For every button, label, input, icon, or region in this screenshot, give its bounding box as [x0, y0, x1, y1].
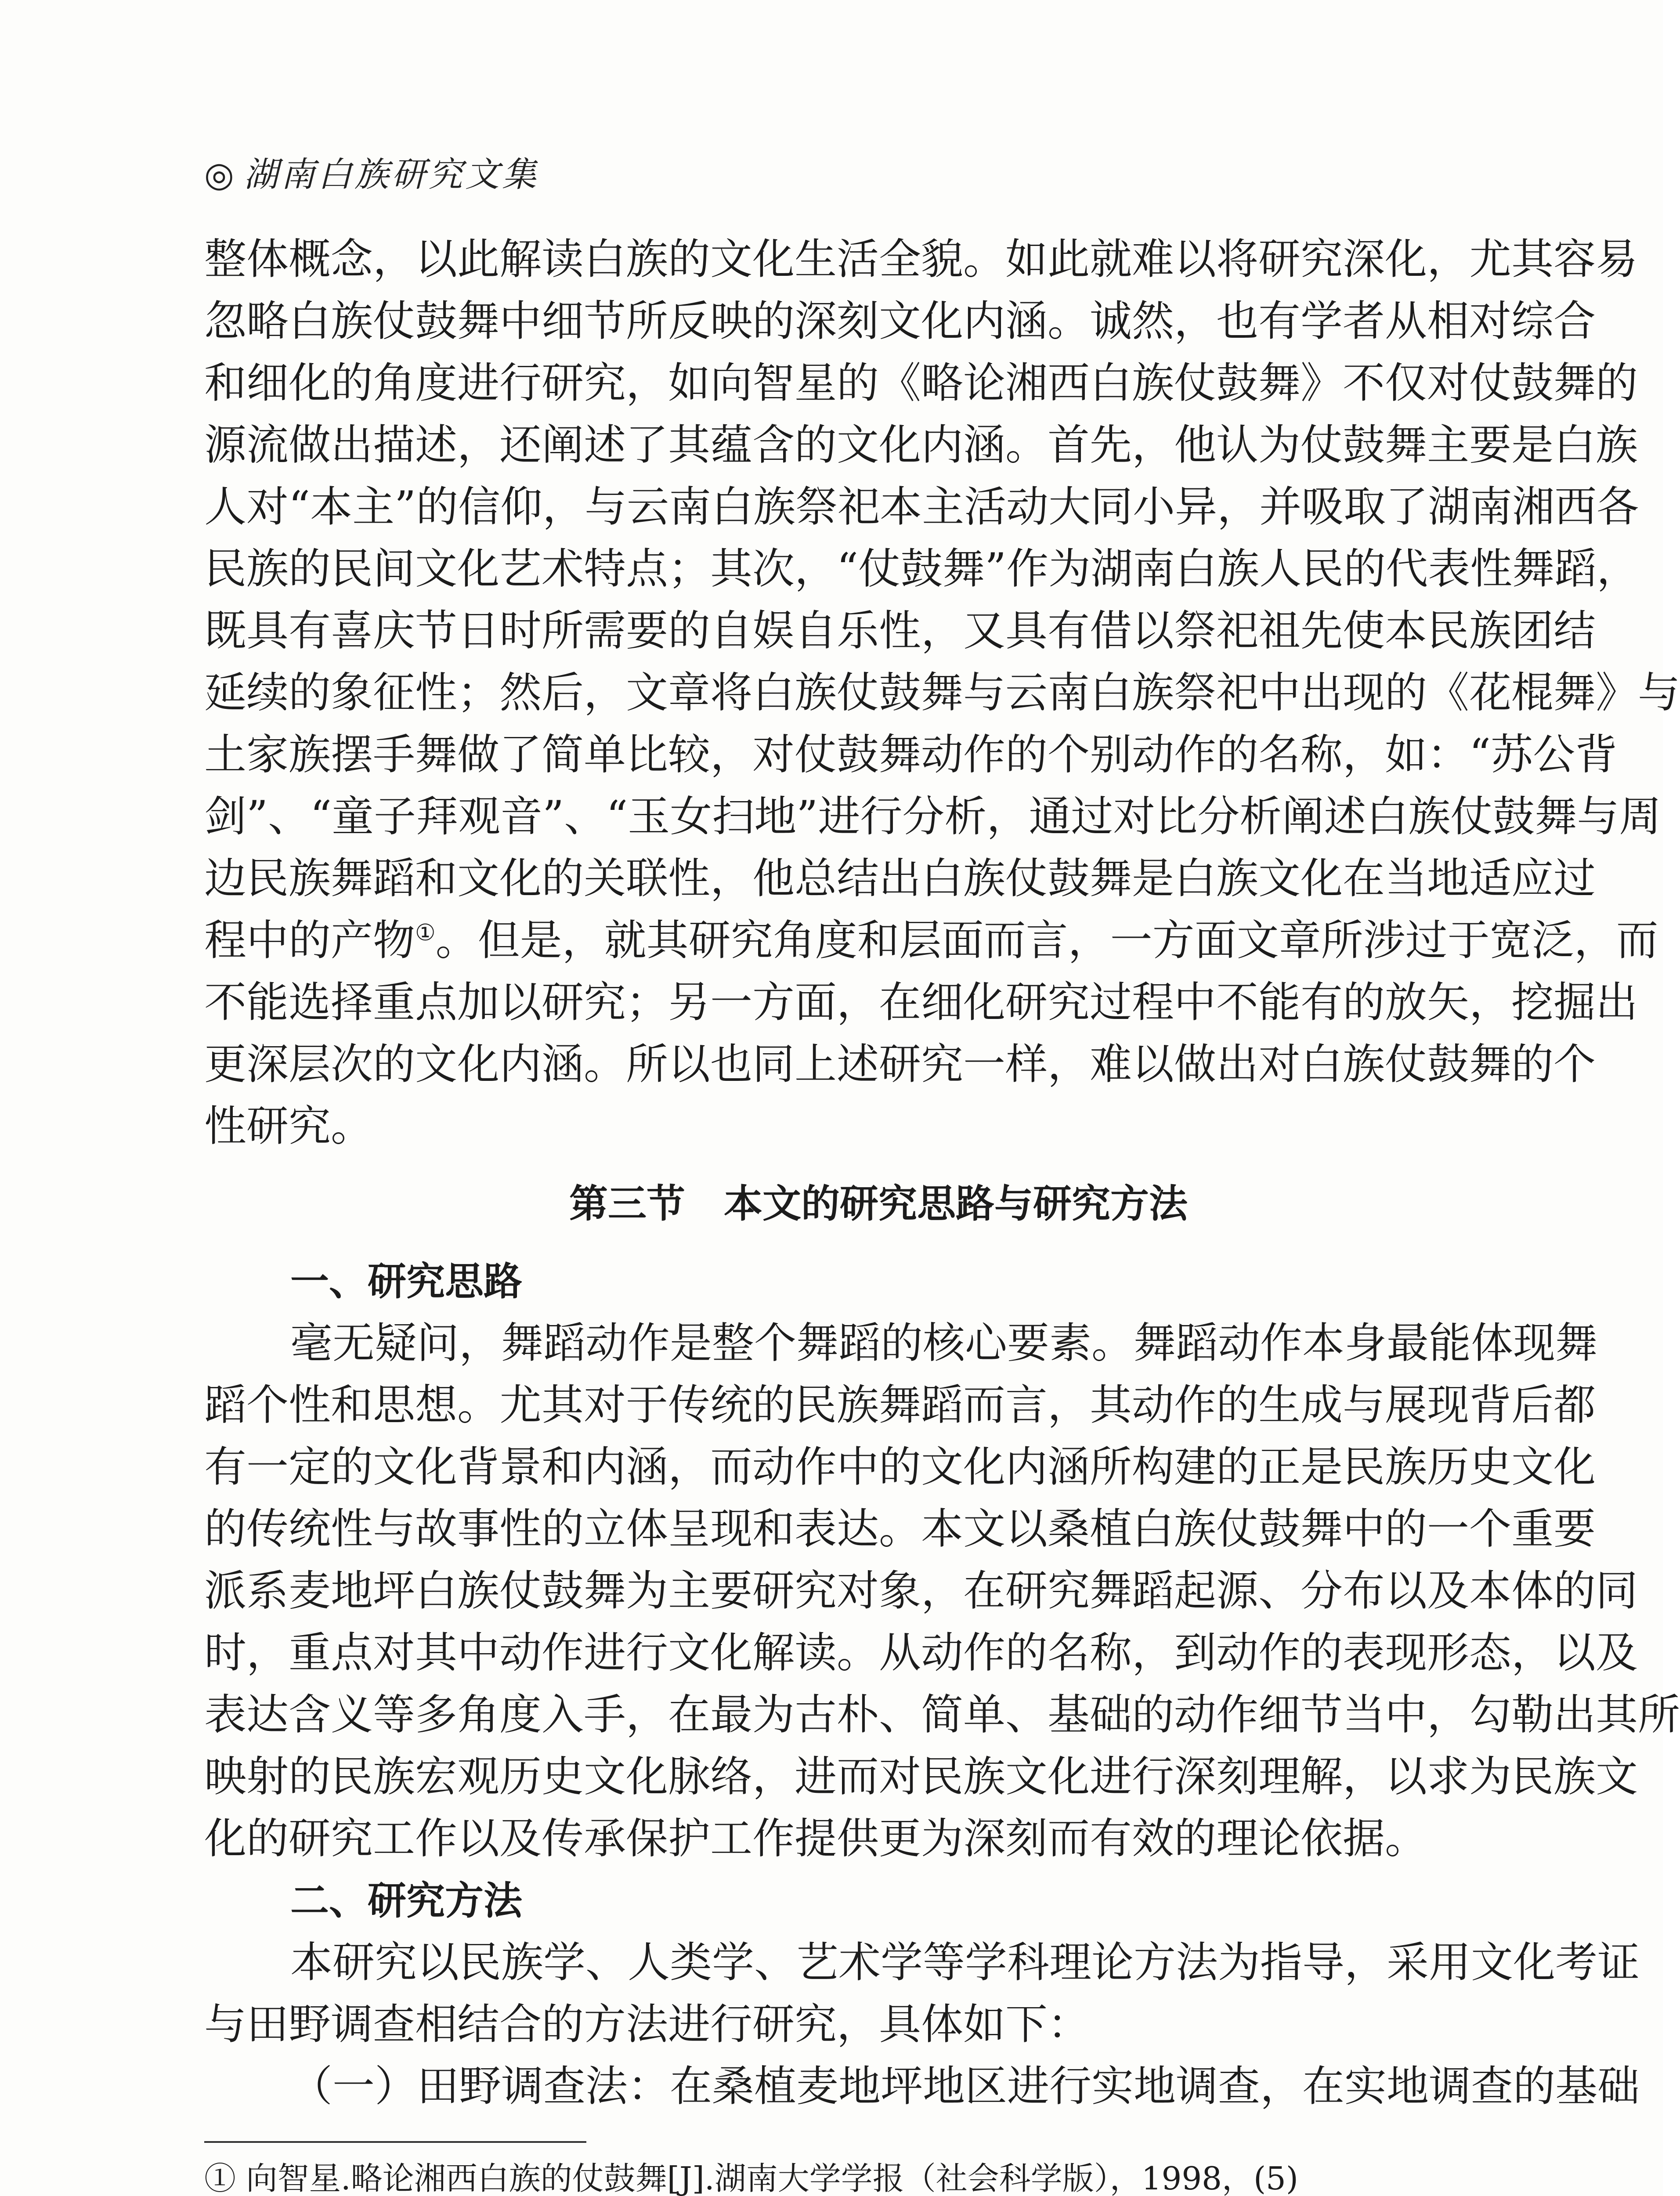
footnote-text: 向智星.略论湘西白族的仗鼓舞[J].湖南大学学报（社会科学版），1998，(5): [246, 2160, 1298, 2196]
paragraph-line: 本研究以民族学、人类学、艺术学等学科理论方法为指导，采用文化考证: [290, 1938, 1640, 1987]
paragraph-line: 有一定的文化背景和内涵，而动作中的文化内涵所构建的正是民族历史文化: [204, 1442, 1596, 1492]
footnote: [204, 2154, 1487, 2196]
paragraph-line: 和细化的角度进行研究，如向智星的《略论湘西白族仗鼓舞》不仅对仗鼓舞的: [204, 358, 1638, 408]
subsection-heading: 一、研究思路: [290, 1259, 523, 1304]
paragraph-line: 延续的象征性；然后，文章将白族仗鼓舞与云南白族祭祀中出现的《花棍舞》与: [204, 668, 1680, 717]
paragraph-line: [204, 910, 1658, 972]
paragraph-line: 既具有喜庆节日时所需要的自娱自乐性，又具有借以祭祀祖先使本民族团结: [204, 606, 1596, 655]
section-title: 第三节 本文的研究思路与研究方法: [569, 1181, 1188, 1226]
body-text: [204, 228, 1680, 2117]
subsection-heading: 二、研究方法: [290, 1878, 523, 1923]
paragraph-line: （一）田野调查法：在桑植麦地坪地区进行实地调查，在实地调查的基础: [290, 2062, 1640, 2111]
footnote-marker: ①: [204, 2160, 236, 2196]
paragraph-line: 时，重点对其中动作进行文化解读。从动作的名称，到动作的表现形态，以及: [204, 1628, 1638, 1677]
circle-mark-icon: ◎: [204, 155, 237, 195]
paragraph-line: 人对“本主”的信仰，与云南白族祭祀本主活动大同小异，并吸取了湖南湘西各: [204, 482, 1639, 531]
paragraph-line: 忽略白族仗鼓舞中细节所反映的深刻文化内涵。诚然，也有学者从相对综合: [204, 296, 1596, 346]
line-text: 。但是，就其研究角度和层面而言，一方面文章所涉过于宽泛，而: [435, 916, 1658, 965]
footnote-divider: [204, 2141, 586, 2143]
paragraph-line: 不能选择重点加以研究；另一方面，在细化研究过程中不能有的放矢，挖掘出: [204, 978, 1638, 1027]
paragraph-line: 表达含义等多角度入手，在最为古朴、简单、基础的动作细节当中，勾勒出其所: [204, 1690, 1680, 1739]
paragraph-line: 整体概念，以此解读白族的文化生活全貌。如此就难以将研究深化，尤其容易: [204, 235, 1638, 284]
paragraph-line: 的传统性与故事性的立体呈现和表达。本文以桑植白族仗鼓舞中的一个重要: [204, 1504, 1596, 1553]
paragraph-line: 化的研究工作以及传承保护工作提供更为深刻而有效的理论依据。: [204, 1814, 1427, 1863]
paragraph-line: 源流做出描述，还阐述了其蕴含的文化内涵。首先，他认为仗鼓舞主要是白族: [204, 420, 1638, 470]
paragraph-line: 边民族舞蹈和文化的关联性，他总结出白族仗鼓舞是白族文化在当地适应过: [204, 854, 1596, 903]
paragraph-line: 与田野调查相结合的方法进行研究，具体如下：: [204, 2000, 1090, 2049]
paragraph-line: 性研究。: [204, 1102, 373, 1151]
paragraph-line: 更深层次的文化内涵。所以也同上述研究一样，难以做出对白族仗鼓舞的个: [204, 1040, 1596, 1089]
footnote-reference[interactable]: ①: [415, 920, 436, 946]
paragraph-line: 民族的民间文化艺术特点；其次，“仗鼓舞”作为湖南白族人民的代表性舞蹈，: [204, 544, 1639, 593]
running-header: [204, 147, 539, 196]
paragraph-line: 蹈个性和思想。尤其对于传统的民族舞蹈而言，其动作的生成与展现背后都: [204, 1380, 1596, 1430]
paragraph-line: 剑”、“童子拜观音”、“玉女扫地”进行分析，通过对比分析阐述白族仗鼓舞与周: [204, 792, 1662, 841]
paragraph-line: 映射的民族宏观历史文化脉络，进而对民族文化进行深刻理解，以求为民族文: [204, 1752, 1638, 1801]
paragraph-line: 派系麦地坪白族仗鼓舞为主要研究对象，在研究舞蹈起源、分布以及本体的同: [204, 1566, 1638, 1615]
paragraph-line: 土家族摆手舞做了简单比较，对仗鼓舞动作的个别动作的名称，如：“苏公背: [204, 730, 1618, 779]
paragraph-line: 毫无疑问，舞蹈动作是整个舞蹈的核心要素。舞蹈动作本身最能体现舞: [290, 1318, 1597, 1368]
line-text: 程中的产物: [204, 916, 415, 965]
book-title: 湖南白族研究文集: [244, 155, 539, 195]
